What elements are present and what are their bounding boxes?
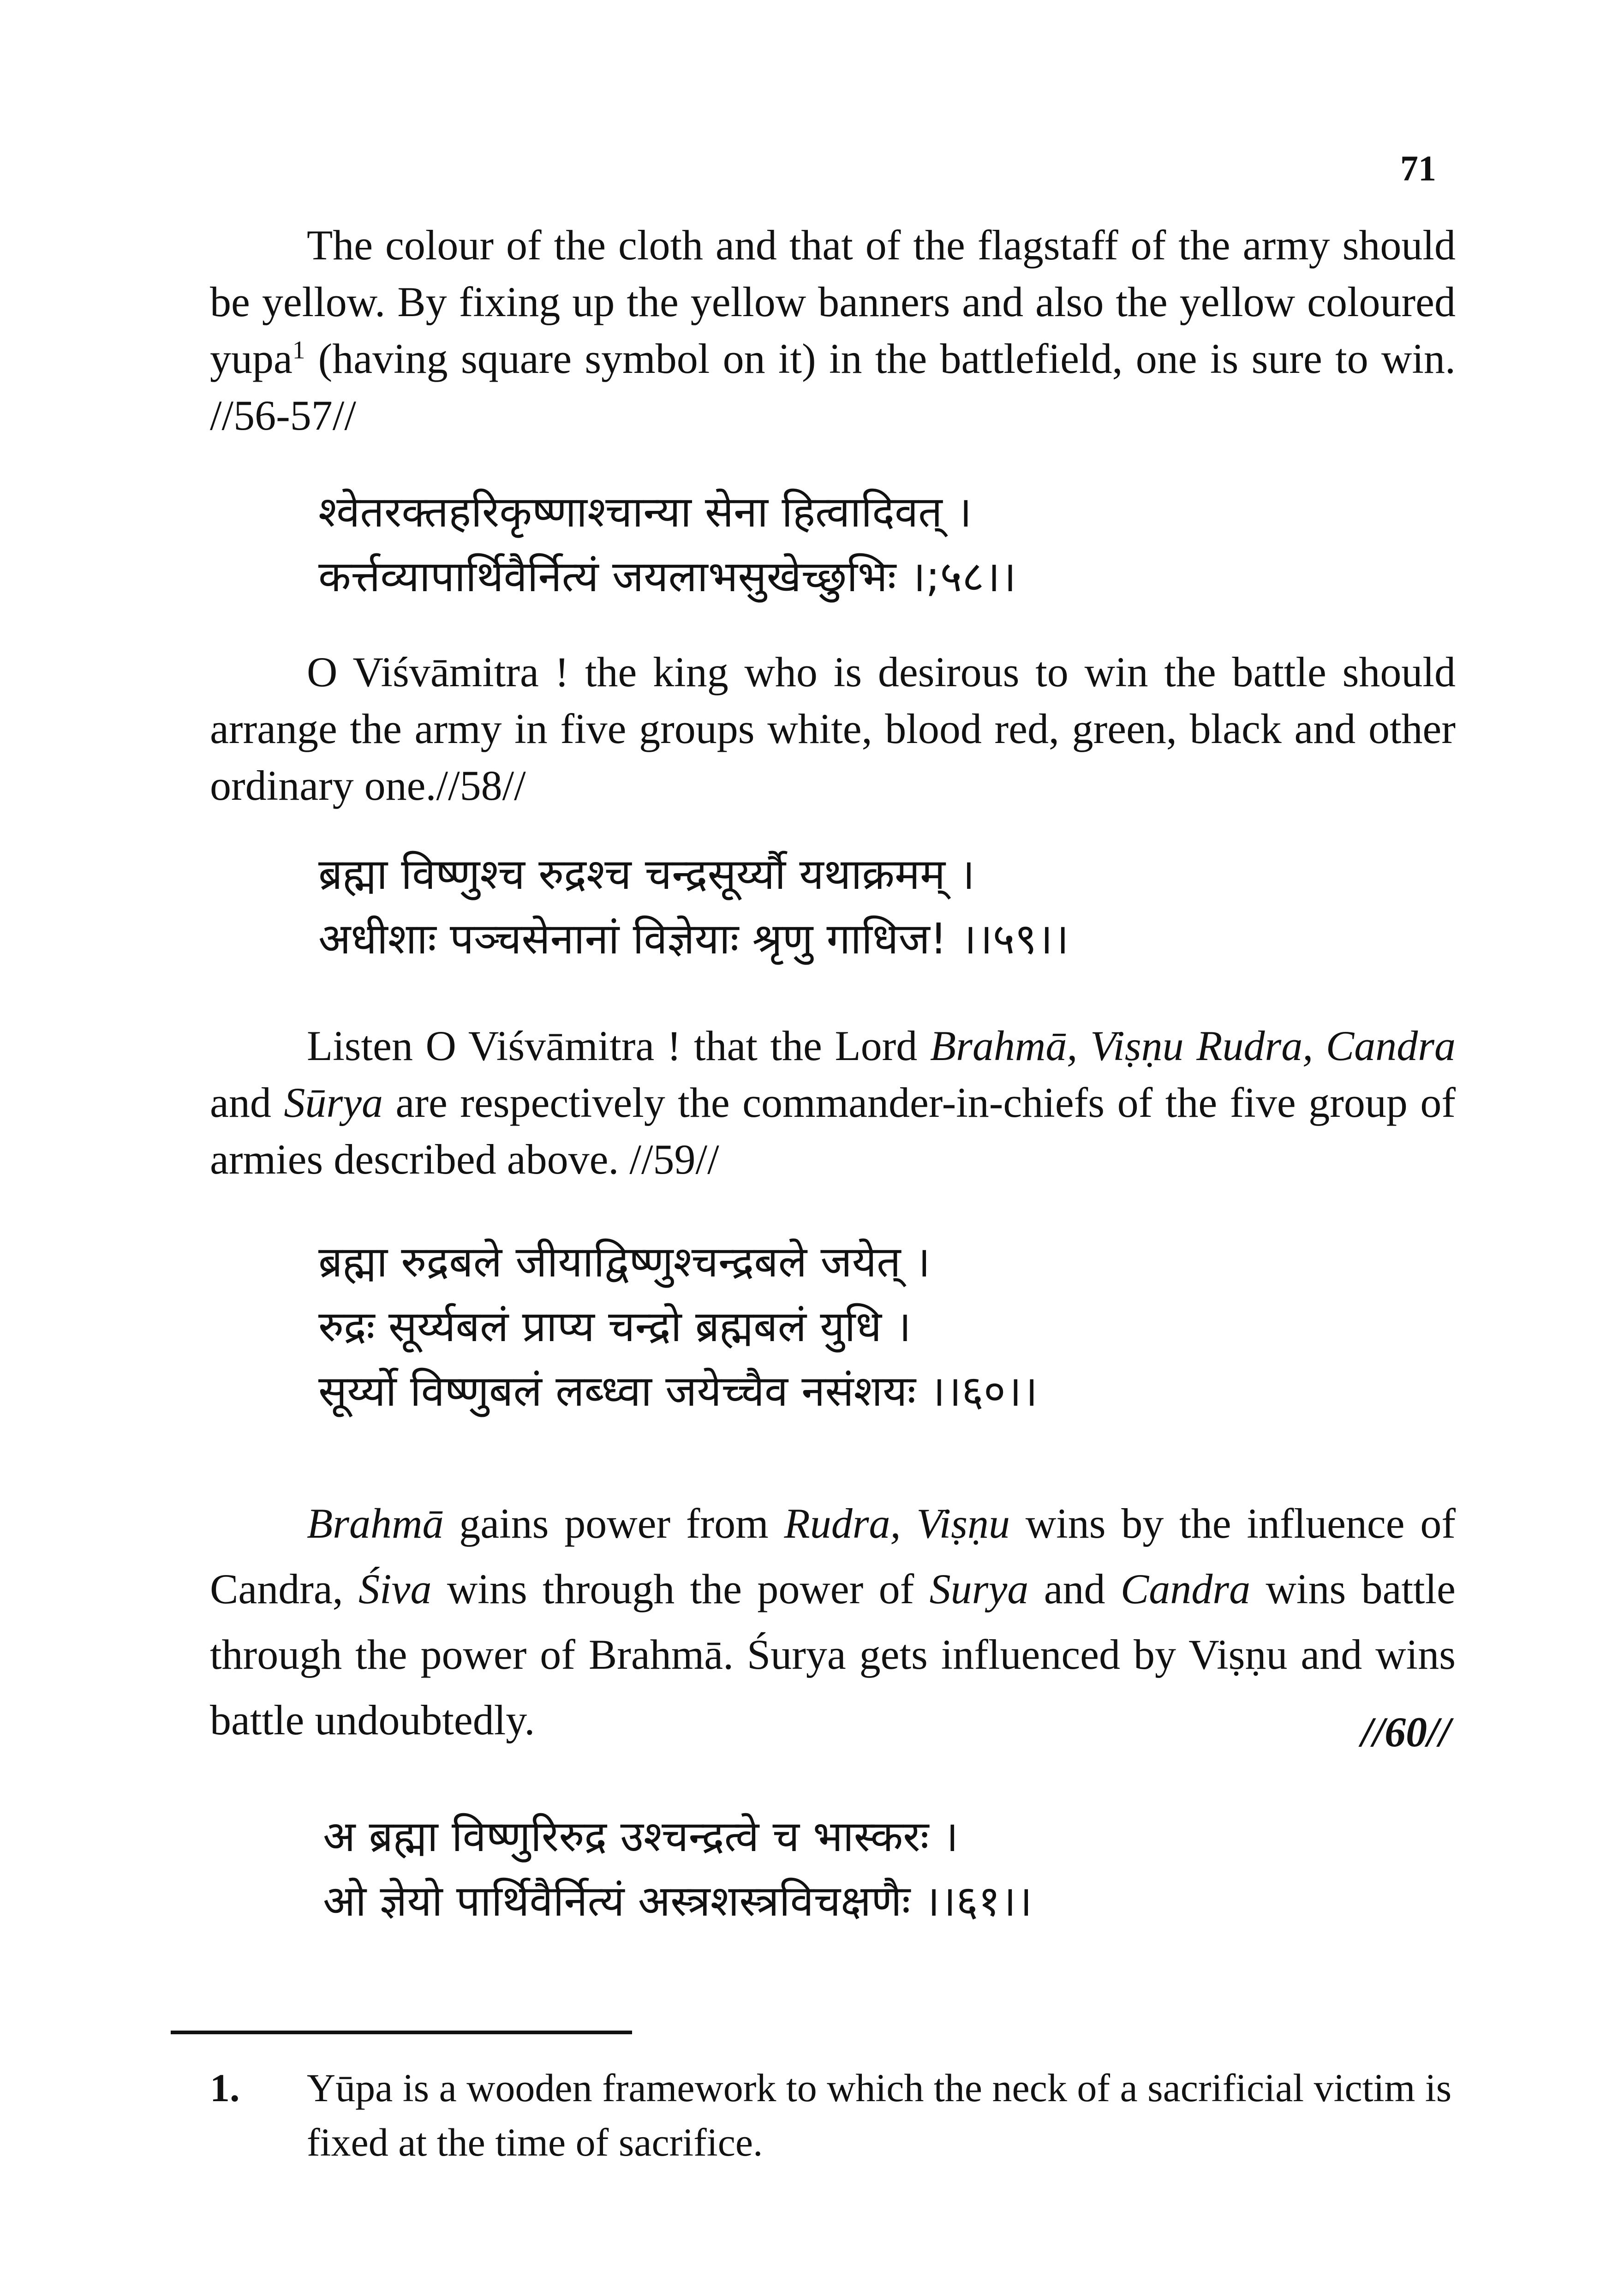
verse-58-line-1: श्वेतरक्तहरिकृष्णाश्चान्या सेना हित्वादिवत् । [318, 487, 972, 537]
verse-59-line-1: ब्रह्मा विष्णुश्च रुद्रश्च चन्द्रसूर्य्यौ यथाक्रमम् । [318, 850, 975, 899]
paragraph-59-text: Listen O Viśvāmitra ! that the Lord Brahmā, Viṣṇu Rudra, Candra and Sūrya are respectively the commander-in-chiefs of the five group of armies described above. //59// [210, 1022, 1456, 1183]
paragraph-56-57 [210, 217, 1456, 444]
paragraph-58-text: O Viśvāmitra ! the king who is desirous to win the battle should arrange the army in five groups white, blood red, green, black and other ordinary one.//58// [210, 648, 1456, 809]
footnote-text: Yūpa is a wooden framework to which the neck of a sacrificial victim is fixed at the time of sacrifice. [307, 2066, 1452, 2164]
paragraph-58 [210, 644, 1456, 814]
footnote-marker[interactable]: 1 [292, 336, 305, 364]
paragraph-59 [210, 1018, 1456, 1188]
paragraph-60 [210, 1491, 1456, 1753]
footnote-number: 1. [210, 2066, 240, 2110]
verse-58-line-2: कर्त्तव्यापार्थिवैर्नित्यं जयलाभसुखेच्छुभिः ।;५८।। [318, 552, 1016, 601]
verse-59 [318, 842, 1069, 971]
verse-61-line-2: ओ ज्ञेयो पार्थिवैर्नित्यं अस्त्रशस्त्रविचक्षणैः ।।६१।। [323, 1876, 1033, 1926]
paragraph-60-ref: //60// [1361, 1708, 1451, 1756]
verse-60-line-3: सूर्य्यो विष्णुबलं लब्ध्वा जयेच्चैव नसंशयः ।।६०।। [318, 1366, 1038, 1416]
verse-61-line-1: अ ब्रह्मा विष्णुरिरुद्र उश्चन्द्रत्वे च भास्करः । [323, 1812, 959, 1861]
footnote-divider [171, 2031, 632, 2034]
verse-60-line-2: रुद्रः सूर्य्यबलं प्राप्य चन्द्रो ब्रह्मबलं युधि । [318, 1302, 912, 1351]
verse-59-line-2: अधीशाः पञ्चसेनानां विज्ञेयाः श्रृणु गाधिज! ।।५९।। [318, 914, 1069, 964]
paragraph-56-57-text: The colour of the cloth and that of the flagstaff of the army should be yellow. By fixing up the yellow banners and also the yellow coloured yupa$^1$ (having square symbol on it) in the battlefield, one is sure to win. //56-57// [210, 222, 1456, 439]
verse-60-line-1: ब्रह्मा रुद्रबले जीयाद्विष्णुश्चन्द्रबले जयेत् । [318, 1237, 931, 1287]
verse-58 [318, 480, 1016, 609]
paragraph-60-text: Brahmā gains power from Rudra, Viṣṇu wins by the influence of Candra, Śiva wins through the power of Surya and Candra wins battle through the power of Brahmā. Śurya gets influenced by Viṣṇu and wins battle undoubtedly. [210, 1500, 1456, 1744]
page-number: 71 [1400, 148, 1436, 188]
verse-61 [323, 1804, 1033, 1934]
verse-60 [318, 1230, 1038, 1424]
footnote [210, 2061, 1479, 2169]
